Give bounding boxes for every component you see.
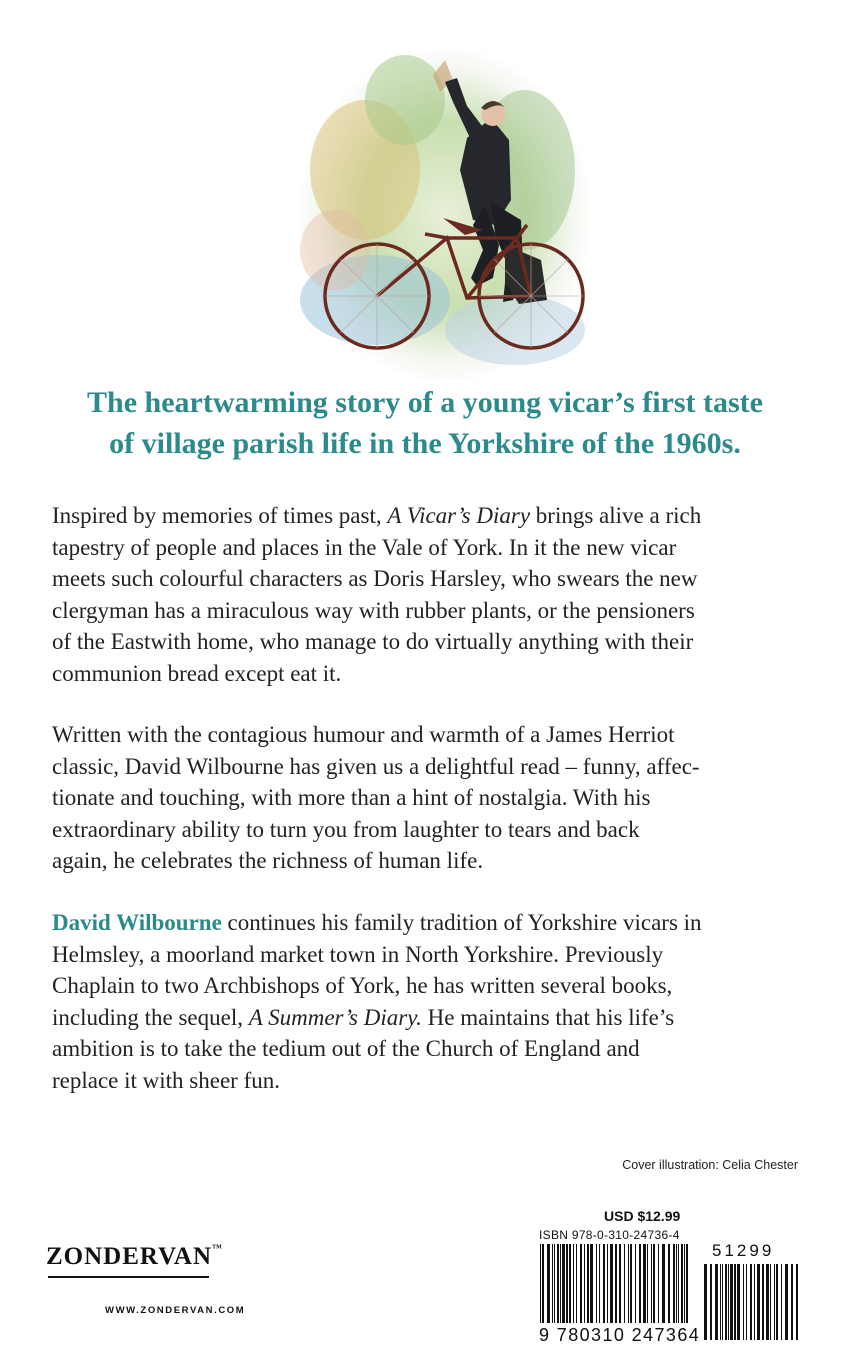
barcode-bar (651, 1244, 652, 1323)
barcode-bar (725, 1264, 727, 1340)
barcode-bar (584, 1244, 585, 1323)
barcode-bar (737, 1264, 740, 1340)
barcode-bar (730, 1264, 733, 1340)
barcode-bar (750, 1264, 752, 1340)
barcode-bar (720, 1264, 721, 1340)
paragraph-line: extraordinary ability to turn you from laughter to tears and back (52, 816, 640, 842)
barcode-bar (673, 1244, 675, 1323)
barcode-bar (547, 1244, 550, 1323)
barcode-bar (557, 1244, 559, 1323)
barcode-bar (540, 1244, 541, 1323)
tagline (0, 382, 850, 464)
tagline-line-1: The heartwarming story of a young vicar’s first taste (87, 386, 763, 419)
barcode-bar (569, 1244, 571, 1323)
barcode-bar (746, 1264, 747, 1340)
barcode-bar (619, 1244, 621, 1323)
paragraph-line: Written with the contagious humour and warmth of a James Herriot (52, 722, 675, 747)
barcode-bar (796, 1264, 798, 1340)
paragraph-line: tapestry of people and places in the Vale of York. In it the new vicar (52, 534, 677, 560)
book-title: A Vicar’s Diary (387, 503, 531, 528)
logo-underline (48, 1276, 209, 1278)
barcode-bar (610, 1244, 613, 1323)
barcode-bar (774, 1264, 775, 1340)
barcode-bar (566, 1244, 568, 1323)
tagline-line-2: of village parish life in the Yorkshire of the 1960s. (109, 427, 741, 460)
barcode-bar (715, 1264, 718, 1340)
barcode-bar (615, 1244, 617, 1323)
barcode-bar (781, 1264, 782, 1340)
barcode-bar (628, 1244, 629, 1323)
barcode-bar (639, 1244, 641, 1323)
barcode-bar (734, 1264, 736, 1340)
paragraph-line: of the Eastwith home, who manage to do virtually anything with their (52, 629, 694, 654)
barcode-bar (552, 1244, 553, 1323)
barcode-bar (587, 1244, 589, 1323)
paragraph-line: communion bread except eat it. (52, 660, 342, 686)
logo-text: ZONDERVAN (46, 1243, 213, 1270)
barcode-bar (590, 1244, 593, 1323)
barcode-bar (560, 1244, 561, 1323)
illustration-credit: Cover illustration: Celia Chester (622, 1158, 798, 1172)
paragraph-line: again, he celebrates the richness of human life. (52, 848, 484, 873)
paragraph-line: meets such colourful characters as Doris Harsley, who swears the new (52, 566, 698, 591)
author-bio-paragraph (52, 907, 812, 1096)
barcode-bar (562, 1244, 565, 1323)
text-span: Inspired by memories of times past, (52, 503, 388, 528)
paragraph-line: Chaplain to two Archbishops of York, he has written several books, (52, 973, 673, 998)
barcode-bar (624, 1244, 625, 1323)
barcode-bar (722, 1264, 723, 1340)
barcode-bar (573, 1244, 574, 1323)
barcode-bar (607, 1244, 608, 1323)
paragraph-line (52, 500, 812, 532)
barcode-bar (766, 1264, 769, 1340)
barcode-bar (603, 1244, 605, 1323)
zondervan-logo (46, 1243, 223, 1271)
barcode-bar (776, 1264, 778, 1340)
barcode-bar (743, 1264, 744, 1340)
text-span: brings alive a rich (530, 503, 702, 528)
barcode-bar (653, 1244, 655, 1323)
paragraph-line: classic, David Wilbourne has given us a delightful read – funny, affec- (52, 753, 700, 779)
barcode-bar (580, 1244, 582, 1323)
barcode-bar (770, 1264, 771, 1340)
barcode-bar (757, 1264, 760, 1340)
paragraph-line: tionate and touching, with more than a hint of nostalgia. With his (52, 785, 651, 810)
barcode-bar (681, 1244, 683, 1323)
barcode-bar (668, 1244, 670, 1323)
barcode-bar (710, 1264, 712, 1340)
text-span: He maintains that his life’s (421, 1004, 675, 1030)
barcode-block (536, 1208, 806, 1348)
barcode-bar (658, 1244, 659, 1323)
barcode-bar (596, 1244, 597, 1323)
barcode-bar (762, 1264, 764, 1340)
paragraph-line: replace it with sheer fun. (52, 1067, 280, 1093)
barcode-bar (576, 1244, 577, 1323)
barcode-bar (542, 1244, 544, 1323)
description-paragraph-1 (52, 500, 812, 689)
paragraph-line: Helmsley, a moorland market town in North Yorkshire. Previously (52, 941, 664, 967)
barcode-bar (599, 1244, 600, 1323)
publisher-url: WWW.ZONDERVAN.COM (105, 1305, 246, 1316)
barcode-bar (554, 1244, 555, 1323)
paragraph-line: clergyman has a miraculous way with rubber plants, or the pensioners (52, 597, 695, 623)
trademark-symbol: ™ (212, 1243, 224, 1254)
price-label: USD $12.99 (604, 1208, 681, 1224)
barcode-bar (678, 1244, 679, 1323)
paragraph-line: ambition is to take the tedium out of the Church of England and (52, 1036, 640, 1061)
barcode-bar (647, 1244, 648, 1323)
barcode-bar (630, 1244, 632, 1323)
paragraph-line (52, 907, 812, 939)
ean-code: 9 780310 247364 (539, 1325, 701, 1345)
barcode-bar (704, 1264, 707, 1340)
barcode-bar (791, 1264, 793, 1340)
barcode-bar (785, 1264, 788, 1340)
barcode-bar (754, 1264, 755, 1340)
barcode-bar (635, 1244, 636, 1323)
vicar-on-bicycle-illustration (295, 20, 595, 385)
barcode-bar (684, 1244, 685, 1323)
description-paragraph-2 (52, 719, 812, 877)
barcode-bar (643, 1244, 646, 1323)
paragraph-line (52, 1002, 812, 1034)
author-name: David Wilbourne (52, 910, 222, 935)
text-span: including the sequel, (52, 1004, 249, 1030)
addon-code: 51299 (712, 1241, 775, 1260)
barcode-bar (686, 1244, 688, 1323)
barcode-bar (728, 1264, 729, 1340)
barcode-bar (662, 1244, 665, 1323)
book-title: A Summer’s Diary. (248, 1004, 422, 1030)
barcode-bar (676, 1244, 677, 1323)
text-span: continues his family tradition of Yorkshire vicars in (221, 910, 702, 935)
isbn-label: ISBN 978-0-310-24736-4 (539, 1228, 680, 1242)
